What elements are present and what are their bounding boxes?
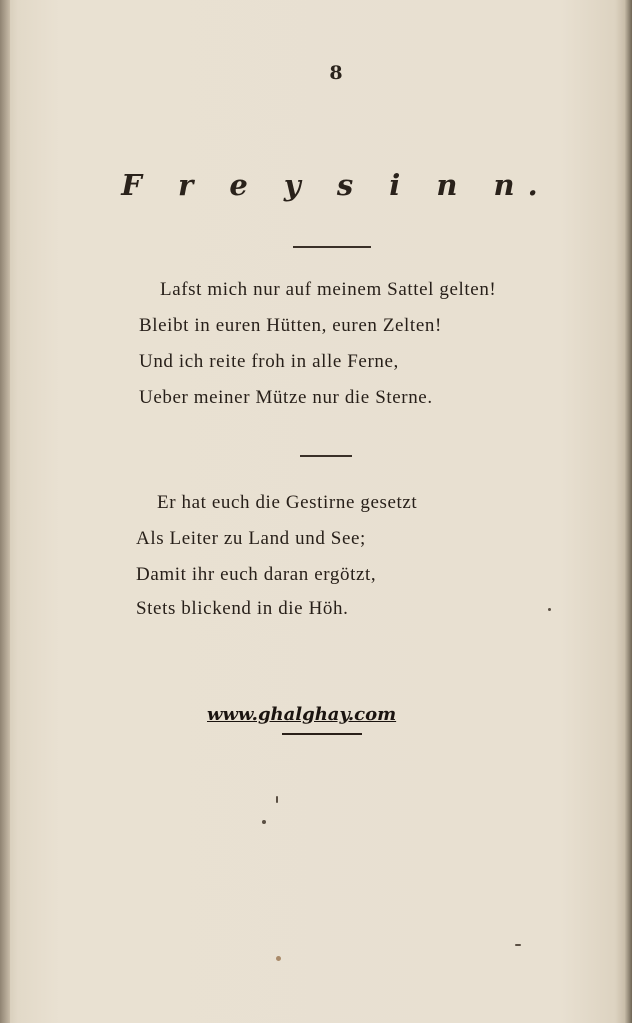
verse-line: Stets blickend in die Höh.: [136, 598, 349, 619]
title-divider: [293, 246, 371, 248]
verse-line: Ueber meiner Mütze nur die Sterne.: [139, 387, 433, 408]
poem-title: F r e y s i n n.: [121, 168, 551, 202]
verse-line: Damit ihr euch daran ergötzt,: [136, 564, 377, 585]
page-number: 8: [329, 62, 343, 84]
verse-line: Er hat euch die Gestirne gesetzt: [157, 492, 418, 513]
verse-line: Als Leiter zu Land und See;: [136, 528, 366, 549]
paper-speck: [262, 820, 266, 824]
paper-speck: [515, 944, 521, 946]
paper-speck: [548, 608, 551, 611]
watermark-underline: [282, 733, 362, 735]
page-edge: [624, 0, 632, 1023]
verse-line: Und ich reite froh in alle Ferne,: [139, 351, 399, 372]
paper-speck: [276, 956, 281, 961]
verse-line: Bleibt in euren Hütten, euren Zelten!: [139, 315, 442, 336]
verse-line: Lafst mich nur auf meinem Sattel gelten!: [160, 279, 497, 300]
page-gutter: [0, 0, 10, 1023]
paper-speck: [276, 796, 278, 803]
watermark-url: www.ghalghay.com: [207, 704, 397, 725]
stanza-divider: [300, 455, 352, 457]
